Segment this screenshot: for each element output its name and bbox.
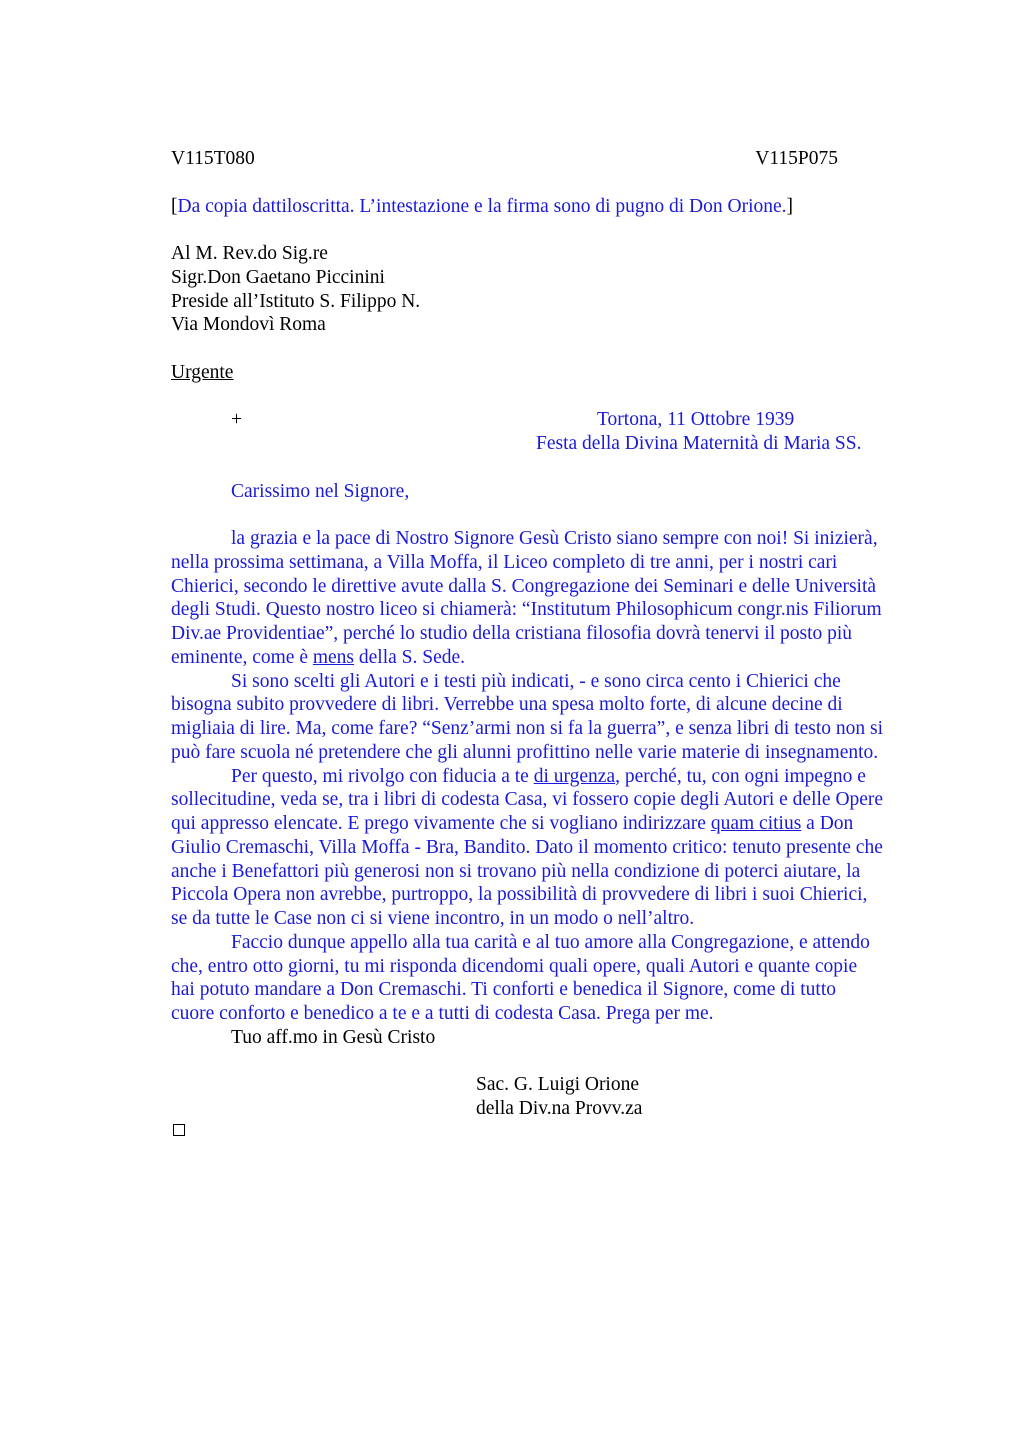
address-line: Via Mondovì Roma [171,314,326,335]
closing: Tuo aff.mo in Gesù Cristo [231,1027,436,1048]
underlined-quam-citius: quam citius [710,813,802,834]
body-line: anche i Benefattori più generosi non si trovano più nella condizione di poterci aiutare, la [171,861,861,882]
body-line: che, entro otto giorni, tu mi risponda dicendomi quali opere, quali Autori e quante copie [171,956,858,977]
signature-title: della Div.na Provv.za [476,1098,643,1119]
body-line: la grazia e la pace di Nostro Signore Gesù Cristo siano sempre con noi! Si inizierà, [231,528,878,549]
body-line: migliaia di lire. Ma, come fare? “Senz’armi non si fa la guerra”, e senza libri di testo non si [171,718,884,739]
body-line: nella prossima settimana, a Villa Moffa, il Liceo completo di tre anni, per i nostri cari [171,552,838,573]
date: Tortona, 11 Ottobre 1939 [597,409,795,430]
body-line [231,765,866,789]
address-line: Preside all’Istituto S. Filippo N. [171,291,421,312]
body-line: Div.ae Providentiae”, perché lo studio della cristiana filosofia dovrà tenervi il posto più [171,623,853,644]
body-line: Piccola Opera non avrebbe, purtroppo, la possibilità di provvedere di libri i suoi Chierici, [171,884,868,905]
address-line: Al M. Rev.do Sig.re [171,243,328,264]
note-open-bracket: [ [171,196,178,217]
body-line: hai potuto mandare a Don Cremaschi. Ti conforti e benedica il Signore, come di tutto [171,979,837,1000]
address-line: Sigr.Don Gaetano Piccinini [171,267,385,288]
body-text-segment: , perché, tu, con ogni impegno e [615,766,866,787]
body-line: Giulio Cremaschi, Villa Moffa - Bra, Bandito. Dato il momento critico: tenuto presente che [171,837,883,858]
feast-line: Festa della Divina Maternità di Maria SS. [536,433,862,454]
body-line: Chierici, secondo le direttive avute dalla S. Congregazione dei Seminari e delle Università [171,576,877,597]
note-close-bracket: ] [786,196,794,217]
body-text-segment: qui appresso elencate. E prego vivamente che si vogliano indirizzare [171,813,711,834]
salutation: Carissimo nel Signore, [231,481,410,502]
document-code-right: V115P075 [755,148,838,169]
note-text: Da copia dattiloscritta. L’intestazione e la firma sono di pugno di Don Orione. [177,196,787,217]
editorial-note [171,195,793,219]
checkbox-square-icon [173,1124,185,1136]
body-text-segment: della S. Sede. [354,647,466,668]
body-text-segment: eminente, come è [171,647,313,668]
body-text-segment: Per questo, mi rivolgo con fiducia a te [231,766,534,787]
body-line: degli Studi. Questo nostro liceo si chiamerà: “Institutum Philosophicum congr.nis Filiorum [171,599,882,620]
body-line: può fare scuola né pretendere che gli alunni profittino nelle varie materie di insegnamento. [171,742,879,763]
underlined-di-urgenza: di urgenza [533,766,616,787]
body-line: bisogna subito provvedere di libri. Verrebbe una spesa molto forte, di alcune decine di [171,694,843,715]
body-line [171,812,853,836]
signature-name: Sac. G. Luigi Orione [476,1074,640,1095]
cross-symbol: + [231,409,242,430]
body-line: se da tutte le Case non ci si viene incontro, in un modo o nell’altro. [171,908,695,929]
body-line: cuore conforto e benedico a te e a tutti di codesta Casa. Prega per me. [171,1003,714,1024]
underlined-mens: mens [312,647,355,668]
document-code-left: V115T080 [171,148,255,169]
body-line: Si sono scelti gli Autori e i testi più indicati, - e sono circa cento i Chierici che [231,671,841,692]
body-line: Faccio dunque appello alla tua carità e al tuo amore alla Congregazione, e attendo [231,932,870,953]
urgent-label [171,361,233,385]
urgent-text: Urgente [171,362,234,383]
body-line: sollecitudine, veda se, tra i libri di codesta Casa, vi fossero copie degli Autori e delle Opere [171,789,884,810]
body-text-segment: a Don [801,813,854,834]
body-line [171,646,465,670]
